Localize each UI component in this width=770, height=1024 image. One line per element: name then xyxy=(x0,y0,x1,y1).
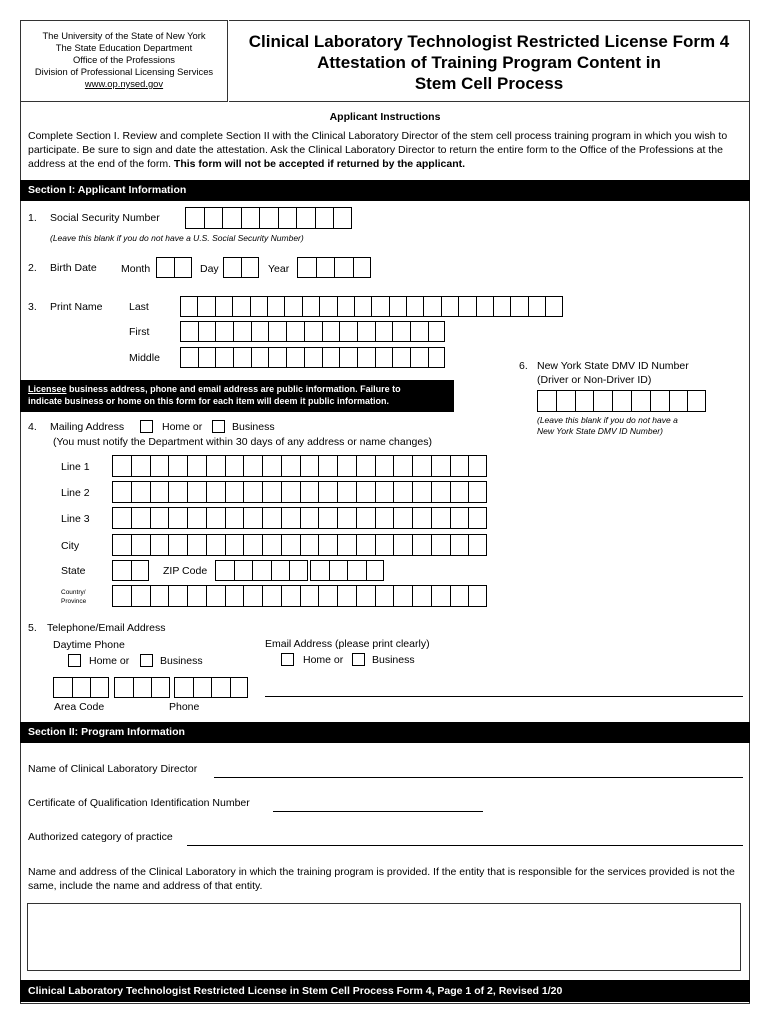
agency-block xyxy=(20,20,228,102)
section-1-bar: Section I: Applicant Information xyxy=(20,180,750,201)
phone-business-checkbox[interactable] xyxy=(140,654,153,667)
phone-label: Phone xyxy=(169,701,200,713)
country-input[interactable] xyxy=(112,585,487,607)
name-number: 3. xyxy=(28,301,37,313)
last-name-label: Last xyxy=(129,301,149,313)
daytime-phone-label: Daytime Phone xyxy=(53,639,125,651)
mailing-business-label: Business xyxy=(232,421,275,433)
country-label xyxy=(61,588,86,606)
address-line3-input[interactable] xyxy=(112,507,487,529)
country-label-line: Province xyxy=(61,598,87,605)
phone-business-label: Business xyxy=(160,655,203,667)
area-code-input[interactable] xyxy=(53,677,109,698)
instructions-body xyxy=(28,129,746,171)
ssn-number: 1. xyxy=(28,212,37,224)
day-input[interactable] xyxy=(223,257,259,278)
title-line: Stem Cell Process xyxy=(414,74,564,93)
category-label: Authorized category of practice xyxy=(28,831,173,843)
mailing-label: Mailing Address xyxy=(50,421,125,433)
ssn-label: Social Security Number xyxy=(50,212,160,224)
lab-address-textarea[interactable] xyxy=(27,903,741,971)
year-input[interactable] xyxy=(297,257,371,278)
agency-line: The University of the State of New York xyxy=(42,30,206,41)
zip-label: ZIP Code xyxy=(163,565,208,577)
dmv-number: 6. xyxy=(519,360,528,372)
line2-label: Line 2 xyxy=(61,487,90,499)
category-input[interactable] xyxy=(187,845,743,846)
phone-prefix-input[interactable] xyxy=(114,677,170,698)
state-input[interactable] xyxy=(112,560,149,581)
notice-text: business address, phone and email address are public information. Failure to xyxy=(66,384,401,394)
email-business-label: Business xyxy=(372,654,415,666)
email-label: Email Address (please print clearly) xyxy=(265,638,430,650)
licensee-word: Licensee xyxy=(28,384,67,394)
page-footer: Clinical Laboratory Technologist Restricted License in Stem Cell Process Form 4, Page 1 of 2, Revised 1/20 xyxy=(20,980,750,1002)
phone-line-input[interactable] xyxy=(174,677,248,698)
phone-email-label: Telephone/Email Address xyxy=(47,622,166,634)
birth-label: Birth Date xyxy=(50,262,97,274)
phone-home-label: Home or xyxy=(89,655,130,667)
public-info-notice xyxy=(20,380,454,412)
director-label: Name of Clinical Laboratory Director xyxy=(28,763,198,775)
country-label-line: Country/ xyxy=(61,589,86,596)
name-label: Print Name xyxy=(50,301,103,313)
phone-number-index: 5. xyxy=(28,622,37,634)
lab-prompt: Name and address of the Clinical Laboratory in which the training program is provided. If the entity that is responsible for the services provided is not the same, include the name and address of that entity. xyxy=(28,866,735,892)
email-input[interactable] xyxy=(265,696,743,697)
section-2-bar: Section II: Program Information xyxy=(20,722,750,743)
certificate-input[interactable] xyxy=(273,811,483,812)
instructions-heading: Applicant Instructions xyxy=(329,111,441,123)
mailing-number: 4. xyxy=(28,421,37,433)
line3-label: Line 3 xyxy=(61,513,90,525)
middle-name-input[interactable] xyxy=(180,347,445,368)
phone-home-checkbox[interactable] xyxy=(68,654,81,667)
address-line1-input[interactable] xyxy=(112,455,487,477)
form-title xyxy=(229,20,750,102)
mailing-business-checkbox[interactable] xyxy=(212,420,225,433)
first-name-label: First xyxy=(129,326,150,338)
day-label: Day xyxy=(200,263,219,275)
address-line2-input[interactable] xyxy=(112,481,487,503)
email-home-checkbox[interactable] xyxy=(281,653,294,666)
month-label: Month xyxy=(121,263,151,275)
line1-label: Line 1 xyxy=(61,461,90,473)
ssn-note: (Leave this blank if you do not have a U.S. Social Security Number) xyxy=(50,233,304,243)
mailing-note: (You must notify the Department within 30 days of any address or name changes) xyxy=(53,436,432,448)
dmv-sublabel: (Driver or Non-Driver ID) xyxy=(537,374,652,386)
agency-line: The State Education Department xyxy=(55,42,193,53)
ssn-input[interactable] xyxy=(185,207,352,229)
last-name-input[interactable] xyxy=(180,296,563,317)
middle-name-label: Middle xyxy=(129,352,160,364)
mailing-home-checkbox[interactable] xyxy=(140,420,153,433)
title-line: Clinical Laboratory Technologist Restricted License Form 4 xyxy=(248,32,730,51)
email-business-checkbox[interactable] xyxy=(352,653,365,666)
title-line: Attestation of Training Program Content in xyxy=(317,53,661,72)
agency-line: Office of the Professions xyxy=(73,54,175,65)
city-label: City xyxy=(61,540,80,552)
director-input[interactable] xyxy=(214,777,743,778)
zip-input[interactable] xyxy=(215,560,308,581)
dmv-note: (Leave this blank if you do not have a xyxy=(537,415,678,425)
website-link[interactable]: www.op.nysed.gov xyxy=(84,78,164,89)
first-name-input[interactable] xyxy=(180,321,445,342)
instructions-text: Complete Section I. Review and complete Section II with the Clinical Laboratory Director of the stem cell process training program in which you wish to participate. Be sure to sign and date the attestation. Ask the Clinical Laboratory Director to return the entire form to the Office of the Professions at the address at the end of the form. xyxy=(28,130,728,170)
dmv-label: New York State DMV ID Number xyxy=(537,360,689,372)
state-label: State xyxy=(61,565,86,577)
instructions-warning: This form will not be accepted if returned by the applicant. xyxy=(173,158,466,170)
dmv-note: New York State DMV ID Number) xyxy=(537,426,663,436)
dmv-input[interactable] xyxy=(537,390,706,412)
area-code-label: Area Code xyxy=(54,701,105,713)
zip-extension-input[interactable] xyxy=(310,560,384,581)
agency-line: Division of Professional Licensing Services xyxy=(34,66,214,77)
email-home-label: Home or xyxy=(303,654,344,666)
year-label: Year xyxy=(268,263,290,275)
mailing-home-label: Home or xyxy=(162,421,203,433)
certificate-label: Certificate of Qualification Identification Number xyxy=(28,797,250,809)
month-input[interactable] xyxy=(156,257,192,278)
birth-number: 2. xyxy=(28,262,37,274)
notice-text: indicate business or home on this form for each item will deem it public information. xyxy=(28,396,390,406)
city-input[interactable] xyxy=(112,534,487,556)
